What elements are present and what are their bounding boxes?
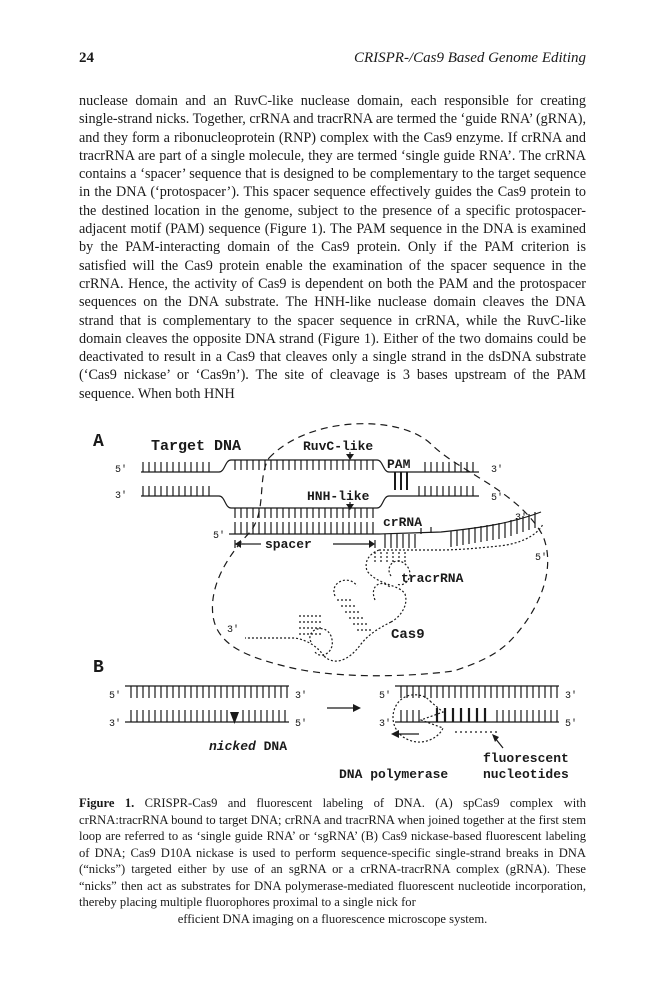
- crrna-5-prime: 5′: [213, 531, 226, 542]
- incorporated-fluorescent-nucleotides: [437, 708, 485, 722]
- tracrrna-stem-loop-4: [334, 580, 357, 596]
- caption-paragraph: [79, 795, 586, 927]
- nicked-word: nicked: [209, 739, 256, 754]
- top-strand-3-prime: 3′: [491, 465, 504, 476]
- pam-label: PAM: [387, 457, 411, 472]
- dna-polymerase-label: DNA polymerase: [339, 767, 449, 782]
- bottom-strand-ticks-middle: [235, 508, 373, 518]
- tracrrna-stem-ticks: [299, 552, 405, 634]
- top-strand-5-prime: 5′: [115, 465, 128, 476]
- ruvc-like-label: RuvC-like: [303, 439, 374, 454]
- nicked-dna-left: [125, 686, 289, 722]
- bottom-strand-ticks-left: [143, 486, 209, 496]
- target-dna-label: Target DNA: [151, 438, 242, 455]
- top-strand-ticks-right: [425, 462, 473, 472]
- tracrrna-5-prime: 5′: [535, 553, 548, 564]
- page-number: 24: [79, 50, 94, 66]
- bottom-strand-ticks-right: [419, 486, 473, 496]
- cas9-label: Cas9: [391, 627, 425, 643]
- tracrrna-stem-loop-3: [310, 629, 332, 656]
- nucleotides-label: nucleotides: [483, 767, 569, 782]
- top-strand-ticks-middle: [235, 460, 373, 470]
- pam-ticks: [395, 472, 407, 490]
- caption-text: CRISPR-Cas9 and fluorescent labeling of DNA. (A) spCas9 complex with crRNA:tracrRNA bound to target DNA; crRNA and tracrRNA when joined together at the first stem loop are referred to as ‘single guide RNA’ or ‘sgRNA’ (B) Cas9 nickase-based fluorescent labeling of DNA; Cas9 D10A nickase is used to perform sequence-specific single-strand breaks in DNA (“nicks”) targeted either by use of an sgRNA or a crRNA-tracrRNA complex (gRNA). These “nicks” then act as substrates for DNA polymerase-mediated fluorescent nucleotide incorporation, thereby placing multiple fluorophores proximal to a single nick for: [79, 796, 586, 909]
- running-title: CRISPR-/Cas9 Based Genome Editing: [353, 50, 586, 66]
- panel-b-letter: B: [93, 658, 104, 678]
- figure-diagram: [79, 416, 599, 796]
- target-dna-top-strand: [141, 460, 479, 472]
- caption-last-line: efficient DNA imaging on a fluorescence microscope system.: [177, 911, 488, 926]
- tracrrna-stem-loop-2: [373, 584, 391, 600]
- b-left-bottom-5-prime: 5′: [295, 719, 308, 730]
- figure-caption: [79, 795, 586, 927]
- top-strand-ticks-left: [143, 462, 209, 472]
- b-left-bottom-3-prime: 3′: [109, 719, 122, 730]
- figure-1: [79, 416, 599, 796]
- b-right-top-3-prime: 3′: [565, 691, 578, 702]
- spacer-label: spacer: [265, 537, 312, 552]
- b-left-top-3-prime: 3′: [295, 691, 308, 702]
- body-paragraph: nuclease domain and an RuvC-like nuclease domain, each responsible for creating single-strand nicks. Together, crRNA and tracrRNA are termed the ‘guide RNA’ (gRNA), and they form a ribonucleoprotein (RNP) complex with the Cas9 enzyme. If crRNA and tracrRNA are part of a single molecule, they are termed ‘single guide RNA’. The crRNA contains a ‘spacer’ sequence that is designed to be complementary to the target sequence in the DNA (‘protospacer’). This spacer sequence effectively guides the Cas9 protein to the destined location in the genome, subject to the presence of a specific protospacer-adjacent motif (PAM) sequence (Figure 1). The PAM sequence in the DNA is examined by the PAM-interacting domain of the Cas9 protein. Only if the PAM criterion is satisfied will the Cas9 protein enable the examination of the spacer sequence in the crRNA. Hence, the activity of Cas9 is dependent on both the PAM and the protospacer sequences on the DNA substrate. The HNH-like nuclease domain cleaves the DNA strand that is complementary to the spacer sequence in crRNA, while the RuvC-like domain cleaves the opposite DNA strand (Figure 1). Either of the two domains could be deactivated to result in a Cas9 that cleaves only a single strand in the dsDNA substrate (‘Cas9 nickase’ or ‘Cas9n’). The site of cleavage is 3 bases upstream of the PAM sequence. When both HNH: [79, 93, 586, 402]
- b-right-bottom-5-prime: 5′: [565, 719, 578, 730]
- hnh-like-label: HNH-like: [307, 489, 370, 504]
- tracrrna-label: tracrRNA: [401, 571, 464, 586]
- bottom-strand-3-prime: 3′: [115, 491, 128, 502]
- tracrrna-3-prime: 3′: [227, 625, 240, 636]
- spacer-right-arrow: [333, 540, 375, 548]
- crrna-3-prime: 3′: [515, 513, 528, 524]
- body-text: [79, 92, 586, 403]
- fluorescent-label: fluorescent: [483, 751, 569, 766]
- crrna-label: crRNA: [383, 515, 423, 530]
- nicked-dna-word: DNA: [255, 739, 288, 754]
- b-right-top-5-prime: 5′: [379, 691, 392, 702]
- bottom-strand-5-prime: 5′: [491, 493, 504, 504]
- caption-label: Figure 1.: [79, 796, 135, 810]
- b-left-top-5-prime: 5′: [109, 691, 122, 702]
- b-right-bottom-3-prime: 3′: [379, 719, 392, 730]
- panel-a-letter: A: [93, 432, 104, 452]
- nicked-dna-label: [209, 739, 287, 754]
